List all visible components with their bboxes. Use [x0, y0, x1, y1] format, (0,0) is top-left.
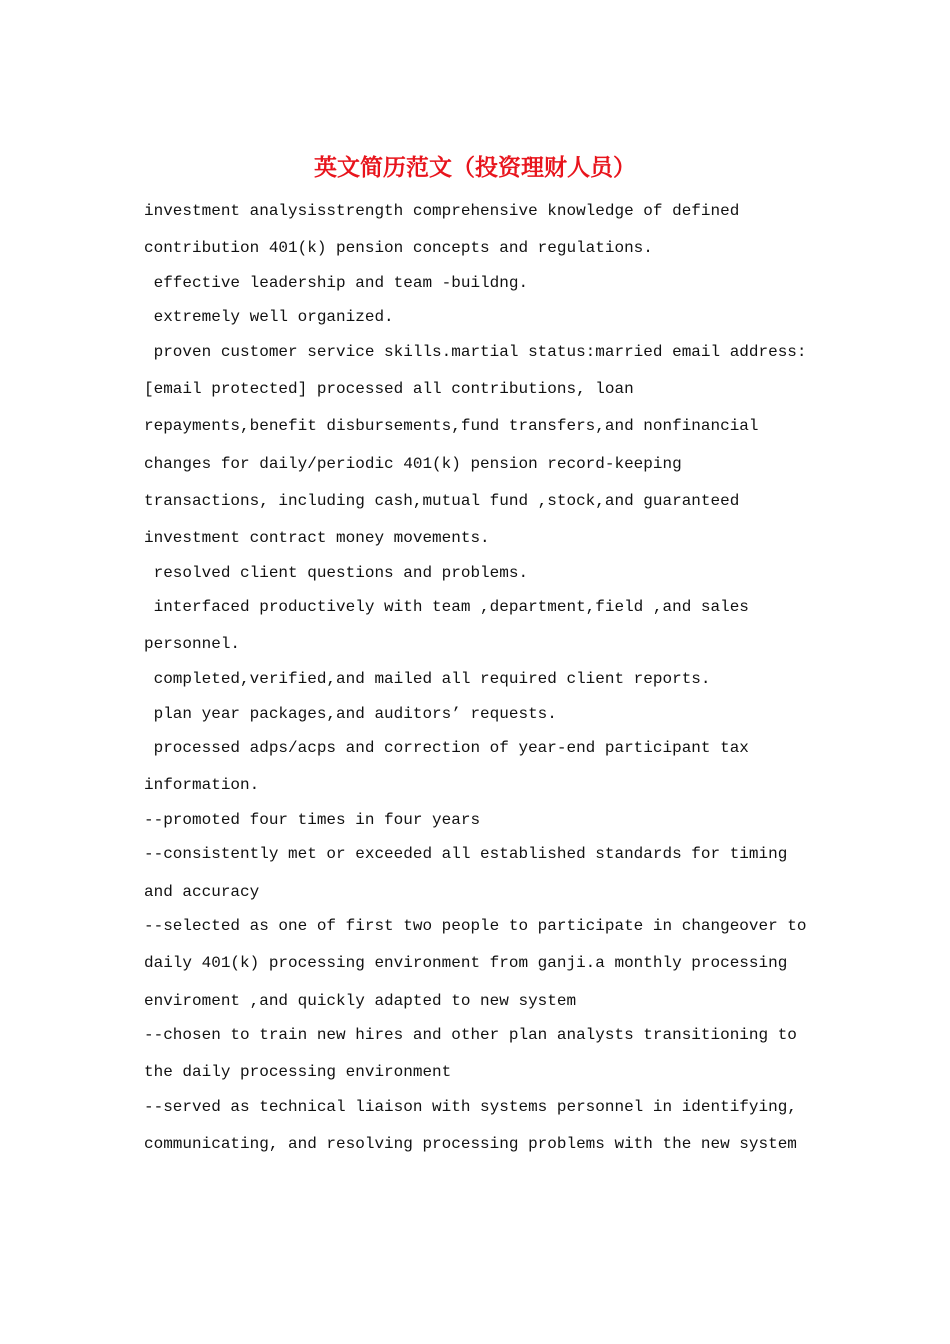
body-line: interfaced productively with team ,department,field ,and sales: [144, 598, 749, 616]
body-line: resolved client questions and problems.: [144, 564, 529, 582]
body-line: proven customer service skills.martial status:married email address:: [144, 343, 807, 361]
body-line: --consistently met or exceeded all established standards for timing: [144, 845, 788, 863]
body-line: personnel.: [144, 635, 241, 653]
body-line: the daily processing environment: [144, 1063, 452, 1081]
body-line: plan year packages,and auditors’ requests.: [144, 705, 557, 723]
body-line: changes for daily/periodic 401(k) pension record-keeping: [144, 455, 682, 473]
body-line: daily 401(k) processing environment from ganji.a monthly processing: [144, 954, 788, 972]
body-line: --served as technical liaison with systems personnel in identifying,: [144, 1098, 797, 1116]
body-line: --chosen to train new hires and other plan analysts transitioning to: [144, 1026, 797, 1044]
body-line: enviroment ,and quickly adapted to new system: [144, 992, 577, 1010]
body-line: communicating, and resolving processing problems with the new system: [144, 1135, 797, 1153]
body-line: investment contract money movements.: [144, 529, 490, 547]
body-line: extremely well organized.: [144, 308, 394, 326]
body-line: information.: [144, 776, 260, 794]
document-title: 英文简历范文（投资理财人员）: [314, 154, 636, 181]
body-line: completed,verified,and mailed all required client reports.: [144, 670, 711, 688]
body-line: repayments,benefit disbursements,fund transfers,and nonfinancial: [144, 417, 759, 435]
body-line: contribution 401(k) pension concepts and regulations.: [144, 239, 653, 257]
body-line: effective leadership and team -buildng.: [144, 274, 529, 292]
body-line: and accuracy: [144, 883, 260, 901]
body-line: transactions, including cash,mutual fund ,stock,and guaranteed: [144, 492, 740, 510]
body-line: processed adps/acps and correction of year-end participant tax: [144, 739, 749, 757]
body-line: --promoted four times in four years: [144, 811, 481, 829]
body-line: investment analysisstrength comprehensive knowledge of defined: [144, 202, 740, 220]
body-line: --selected as one of first two people to participate in changeover to: [144, 917, 807, 935]
body-line: [email protected] processed all contributions, loan: [144, 380, 634, 398]
